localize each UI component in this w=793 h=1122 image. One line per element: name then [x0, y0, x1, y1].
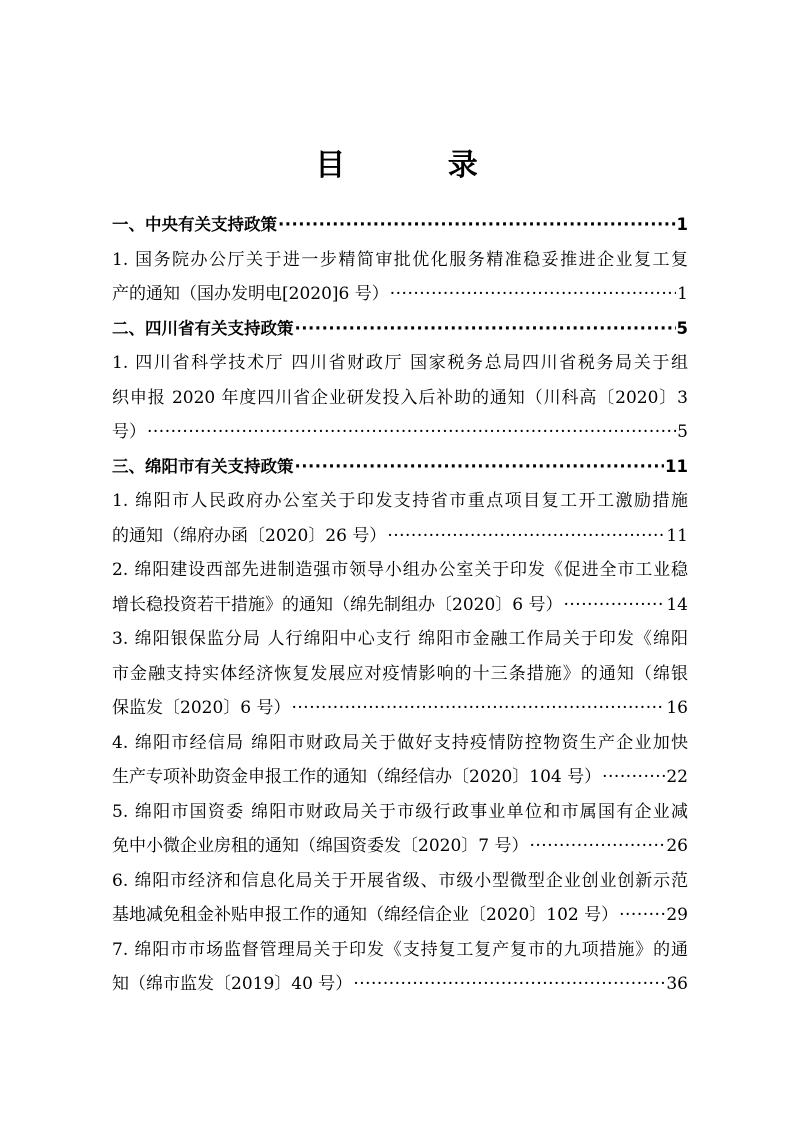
entry-text: 织申报 2020 年度四川省企业研发投入后补助的通知（川科高〔2020〕3 — [112, 387, 688, 408]
entry-text: 增长稳投资若干措施》的通知（绵先制组办〔2020〕6 号） — [112, 594, 563, 615]
dot-leader — [278, 208, 676, 243]
page-number: 5 — [677, 422, 688, 442]
dot-leader — [353, 967, 665, 1002]
toc-entry-line — [112, 657, 688, 692]
toc-entry-line — [112, 760, 688, 795]
page-number: 22 — [666, 767, 688, 787]
entry-text: 的通知（绵府办函〔2020〕26 号） — [112, 525, 387, 546]
toc-section-heading[interactable] — [112, 208, 688, 243]
entry-text: 1. 四川省科学技术厅 四川省财政厅 国家税务总局四川省税务局关于组 — [112, 353, 688, 373]
section-heading-text: 三、绵阳市有关支持政策 — [112, 456, 294, 476]
entry-text: 保监发〔2020〕6 号） — [112, 698, 291, 718]
toc-entry[interactable] — [112, 726, 688, 795]
toc-entry[interactable] — [112, 795, 688, 864]
toc-entry[interactable] — [112, 346, 688, 450]
dot-leader — [619, 898, 665, 933]
toc-entry-line — [112, 381, 688, 416]
dot-leader — [602, 760, 665, 795]
entry-text: 基地减免租金补贴申报工作的通知（绵经信企业〔2020〕102 号） — [112, 905, 619, 925]
toc-title: 目 录 — [315, 148, 524, 183]
toc-entry[interactable] — [112, 243, 688, 312]
toc-entry-line — [112, 519, 688, 554]
toc-entry[interactable] — [112, 933, 688, 1002]
table-of-contents — [112, 208, 688, 1002]
dot-leader — [291, 691, 665, 726]
entry-text: 2. 绵阳建设西部先进制造强市领导小组办公室关于印发《促进全市工业稳 — [112, 560, 688, 580]
toc-entry[interactable] — [112, 553, 688, 622]
entry-text: 知（绵市监发〔2019〕40 号） — [112, 974, 353, 994]
toc-entry[interactable] — [112, 484, 688, 553]
toc-section-heading[interactable] — [112, 312, 688, 347]
toc-section-heading[interactable] — [112, 450, 688, 485]
dot-leader — [295, 450, 665, 485]
entry-text: 号） — [112, 422, 146, 442]
page-number: 1 — [676, 215, 688, 234]
dot-leader — [563, 588, 665, 623]
page-number: 1 — [677, 284, 688, 304]
entry-text: 5. 绵阳市国资委 绵阳市财政局关于市级行政事业单位和市属国有企业减 — [112, 801, 688, 822]
section-heading-text: 二、四川省有关支持政策 — [112, 318, 294, 338]
toc-entry-line — [112, 346, 688, 381]
toc-entry-line — [112, 829, 688, 864]
page-number: 36 — [666, 974, 688, 994]
toc-entry[interactable] — [112, 864, 688, 933]
page-number: 16 — [666, 698, 688, 718]
dot-leader — [529, 829, 665, 864]
dot-leader — [390, 277, 676, 312]
entry-text: 3. 绵阳银保监分局 人行绵阳中心支行 绵阳市金融工作局关于印发《绵阳 — [112, 629, 688, 649]
entry-text: 产的通知（国办发明电[2020]6 号） — [112, 284, 389, 304]
toc-entry[interactable] — [112, 622, 688, 726]
entry-text: 市金融支持实体经济恢复发展应对疫情影响的十三条措施》的通知（绵银 — [112, 663, 688, 684]
toc-entry-line — [112, 484, 688, 519]
toc-entry-line — [112, 726, 688, 761]
toc-entry-line — [112, 277, 688, 312]
toc-entry-line — [112, 795, 688, 830]
toc-entry-line — [112, 553, 688, 588]
entry-text: 7. 绵阳市市场监督管理局关于印发《支持复工复产复市的九项措施》的通 — [112, 939, 688, 960]
entry-text: 1. 国务院办公厅关于进一步精简审批优化服务精准稳妥推进企业复工复 — [112, 249, 688, 270]
toc-entry-line — [112, 898, 688, 933]
section-heading-text: 一、中央有关支持政策 — [112, 215, 277, 234]
entry-text: 生产专项补助资金申报工作的通知（绵经信办〔2020〕104 号） — [112, 767, 602, 787]
entry-text: 4. 绵阳市经信局 绵阳市财政局关于做好支持疫情防控物资生产企业加快 — [112, 732, 688, 753]
page-number: 5 — [676, 318, 688, 338]
page-number: 14 — [666, 594, 688, 615]
entry-text: 免中小微企业房租的通知（绵国资委发〔2020〕7 号） — [112, 836, 529, 856]
page-number: 11 — [665, 456, 688, 476]
page-number: 29 — [666, 905, 688, 925]
toc-entry-line — [112, 967, 688, 1002]
page-number: 11 — [666, 525, 688, 546]
dot-leader — [295, 312, 676, 347]
toc-entry-line — [112, 622, 688, 657]
toc-entry-line — [112, 691, 688, 726]
toc-entry-line — [112, 864, 688, 899]
toc-entry-line — [112, 933, 688, 968]
page-number: 26 — [666, 836, 688, 856]
toc-entry-line — [112, 588, 688, 623]
toc-entry-line — [112, 243, 688, 278]
dot-leader — [387, 519, 665, 554]
dot-leader — [147, 415, 676, 450]
entry-text: 1. 绵阳市人民政府办公室关于印发支持省市重点项目复工开工激励措施 — [112, 491, 688, 511]
entry-text: 6. 绵阳市经济和信息化局关于开展省级、市级小型微型企业创业创新示范 — [112, 870, 688, 891]
toc-entry-line — [112, 415, 688, 450]
